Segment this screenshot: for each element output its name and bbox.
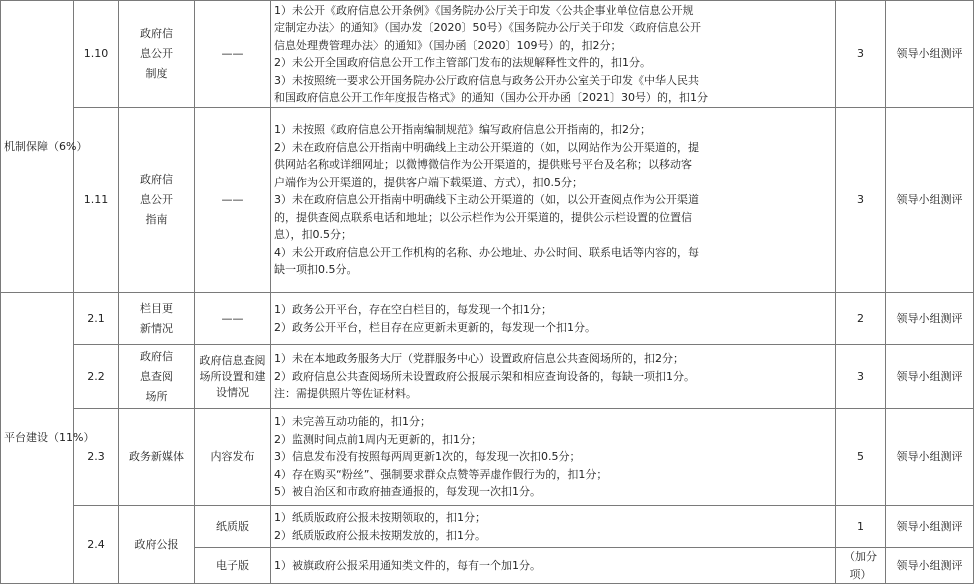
criteria-line: 1）未完善互动功能的，扣1分； — [274, 415, 431, 429]
subitem-name: —— — [195, 108, 271, 293]
criteria-line: 信息处理费管理办法〉的通知》（国办函〔2020〕109号）的，扣2分； — [274, 38, 622, 52]
criteria-line: 1）纸质版政府公报未按期领取的，扣1分； — [274, 511, 486, 524]
criteria-cell — [271, 409, 836, 506]
criteria-line: 定制定办法〉的通知》（国办发〔2020〕50号）《国务院办公厅关于印发〈政府信息公开 — [274, 21, 701, 34]
criteria-line: 和国政府信息公开工作年度报告格式》的通知（国办公开办函〔2021〕30号）的，扣1分 — [274, 91, 708, 104]
criteria-cell — [271, 108, 836, 293]
criteria-line: 注：需提供照片等佐证材料。 — [274, 387, 417, 401]
criteria-line: 1）未按照《政府信息公开指南编制规范》编写政府信息公开指南的，扣2分； — [274, 123, 651, 137]
criteria-line: 户端作为公开渠道的，提供客户端下载渠道、方式），扣0.5分； — [274, 175, 583, 189]
criteria-line: 1）被旗政府公报采用通知类文件的，每有一个加1分。 — [274, 558, 541, 572]
subitem-name: —— — [195, 293, 271, 345]
evaluator: 领导小组测评 — [886, 548, 974, 584]
criteria-line: 的，提供查阅点联系电话和地址；以公示栏作为公开渠道的，提供公示栏设置的位置信 — [274, 210, 692, 224]
score-bonus: （加分项） — [836, 548, 886, 584]
criteria-line: 2）纸质版政府公报未按期发放的，扣1分。 — [274, 528, 486, 542]
criteria-cell — [271, 506, 836, 548]
evaluator: 领导小组测评 — [886, 1, 974, 108]
item-name: 政府信息查阅场所 — [119, 345, 195, 409]
score: 5 — [836, 409, 886, 506]
item-name: 政府公报 — [119, 506, 195, 584]
subitem-name: 纸质版 — [195, 506, 271, 548]
criteria-line: 供网站名称或详细网址；以微博微信作为公开渠道的，提供账号平台及名称；以移动客 — [274, 158, 692, 172]
score: 2 — [836, 293, 886, 345]
subitem-name: 政府信息查阅场所设置和建设情况 — [195, 345, 271, 409]
score: 1 — [836, 506, 886, 548]
item-number: 1.10 — [74, 1, 119, 108]
score: 3 — [836, 345, 886, 409]
item-number: 2.2 — [74, 345, 119, 409]
item-number: 2.3 — [74, 409, 119, 506]
subitem-name: —— — [195, 1, 271, 108]
subitem-name: 内容发布 — [195, 409, 271, 506]
evaluator: 领导小组测评 — [886, 409, 974, 506]
table-row — [1, 1, 974, 108]
criteria-line: 2）政务公开平台，栏目存在应更新未更新的，每发现一个扣1分。 — [274, 320, 596, 334]
category-mechanism: 机制保障（6%） — [1, 1, 74, 293]
criteria-line: 2）未在政府信息公开指南中明确线上主动公开渠道的（如，以网站作为公开渠道的，提 — [274, 140, 699, 154]
table-row — [1, 506, 974, 548]
item-number: 2.4 — [74, 506, 119, 584]
criteria-line: 1）政务公开平台，存在空白栏目的，每发现一个扣1分； — [274, 303, 552, 316]
table-row — [1, 108, 974, 293]
criteria-line: 4）存在购买“粉丝”、强制要求群众点赞等弄虚作假行为的，扣1分； — [274, 467, 608, 481]
score: 3 — [836, 1, 886, 108]
table-row — [1, 345, 974, 409]
criteria-line: 2）政府信息公共查阅场所未设置政府公报展示架和相应查询设备的，每缺一项扣1分。 — [274, 369, 695, 383]
criteria-cell — [271, 293, 836, 345]
criteria-cell — [271, 345, 836, 409]
criteria-line: 3）未在政府信息公开指南中明确线下主动公开渠道的（如，以公开查阅点作为公开渠道 — [274, 193, 699, 207]
criteria-line: 1）未在本地政务服务大厅（党群服务中心）设置政府信息公共查阅场所的，扣2分； — [274, 352, 684, 366]
table-row — [1, 293, 974, 345]
score: 3 — [836, 108, 886, 293]
item-name: 政务新媒体 — [119, 409, 195, 506]
criteria-line: 2）监测时间点前1周内无更新的，扣1分； — [274, 432, 482, 446]
evaluator: 领导小组测评 — [886, 506, 974, 548]
item-number: 1.11 — [74, 108, 119, 293]
criteria-line: 3）未按照统一要求公开国务院办公厅政府信息与政务公开办公室关于印发《中华人民共 — [274, 73, 699, 87]
evaluator: 领导小组测评 — [886, 293, 974, 345]
criteria-line: 缺一项扣0.5分。 — [274, 263, 358, 277]
subitem-name: 电子版 — [195, 548, 271, 584]
item-name: 政府信息公开指南 — [119, 108, 195, 293]
criteria-cell — [271, 1, 836, 108]
evaluator: 领导小组测评 — [886, 108, 974, 293]
criteria-line: 1）未公开《政府信息公开条例》《国务院办公厅关于印发〈公共企事业单位信息公开规 — [274, 3, 694, 17]
item-number: 2.1 — [74, 293, 119, 345]
criteria-line: 5）被自治区和市政府抽查通报的，每发现一次扣1分。 — [274, 485, 541, 499]
criteria-cell — [271, 548, 836, 584]
item-name: 政府信息公开制度 — [119, 1, 195, 108]
criteria-line: 3）信息发布没有按照每两周更新1次的，每发现一次扣0.5分； — [274, 450, 581, 464]
item-name: 栏目更新情况 — [119, 293, 195, 345]
criteria-line: 4）未公开政府信息公开工作机构的名称、办公地址、办公时间、联系电话等内容的，每 — [274, 245, 699, 259]
category-platform: 平台建设（11%） — [1, 293, 74, 584]
criteria-line: 2）未公开全国政府信息公开工作主管部门发布的法规解释性文件的，扣1分。 — [274, 56, 651, 69]
evaluator: 领导小组测评 — [886, 345, 974, 409]
table-row — [1, 409, 974, 506]
criteria-line: 息），扣0.5分； — [274, 228, 352, 242]
